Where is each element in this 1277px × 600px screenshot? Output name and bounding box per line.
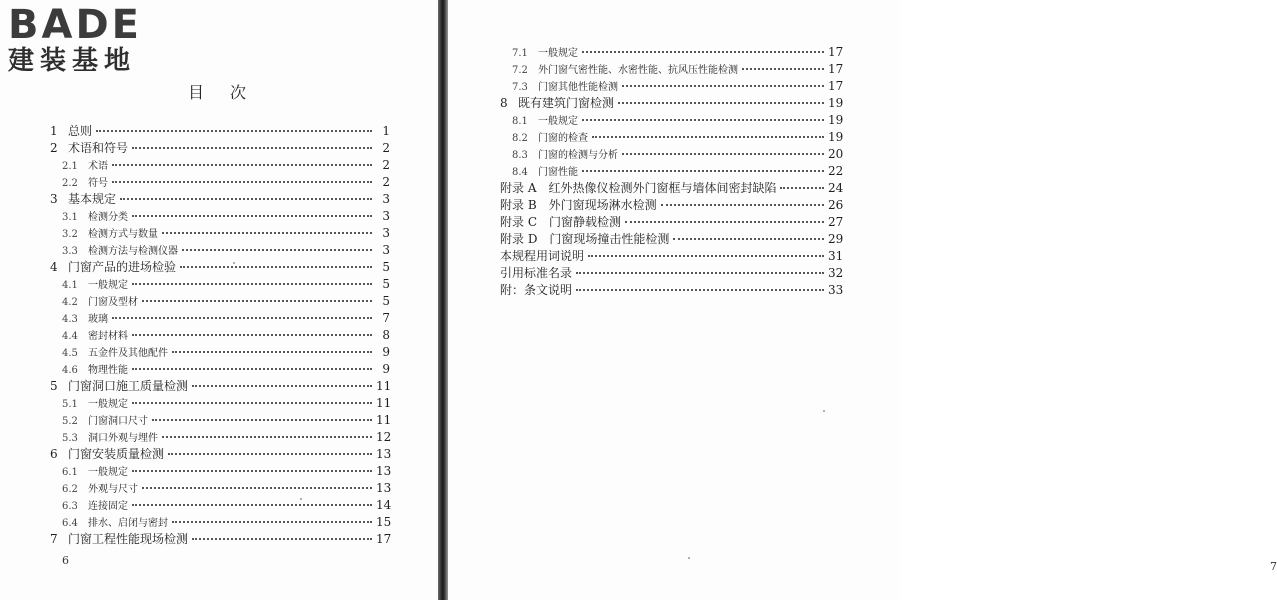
- toc-entry: [50, 242, 390, 259]
- logo-chinese-text: 建装基地: [8, 46, 137, 76]
- toc-entry-label: 总则: [68, 124, 93, 138]
- toc-entry-label: 一般规定: [88, 399, 128, 410]
- toc-entry-label: 门窗产品的进场检验: [68, 260, 177, 274]
- toc-dot-leader: [192, 385, 372, 387]
- toc-entry-label: 附录 B 外门窗现场淋水检测: [500, 198, 657, 212]
- toc-entry-number: 6.2: [62, 484, 78, 495]
- toc-entry-label: 门窗洞口尺寸: [88, 416, 148, 427]
- toc-entry-page: 7: [382, 311, 390, 325]
- toc-entry-number: 4.2: [62, 297, 78, 308]
- scan-speck: [688, 557, 690, 559]
- toc-entry-page: 5: [382, 277, 390, 291]
- toc-entry-number: 6.3: [62, 501, 78, 512]
- toc-entry: [50, 208, 390, 225]
- toc-entry-number: 7: [50, 532, 58, 546]
- toc-dot-leader: [582, 51, 824, 53]
- toc-entry-label: 一般规定: [538, 116, 578, 127]
- toc-entry-label: 附录 A 红外热像仪检测外门窗框与墙体间密封缺陷: [500, 181, 777, 195]
- toc-dot-leader: [673, 238, 824, 240]
- toc-dot-leader: [576, 272, 824, 274]
- bade-logo: [8, 4, 178, 76]
- toc-entry: [50, 480, 390, 497]
- book-spine: [438, 0, 448, 600]
- toc-entry-page: 13: [376, 464, 392, 478]
- scan-speck: [300, 498, 302, 500]
- toc-entry: [50, 157, 390, 174]
- toc-entry: [500, 231, 842, 248]
- toc-dot-leader: [142, 487, 372, 489]
- toc-entry-number: 6.4: [62, 518, 78, 529]
- toc-entry-number: 5.2: [62, 416, 78, 427]
- toc-dot-leader: [582, 119, 824, 121]
- toc-dot-leader: [661, 204, 824, 206]
- toc-entry-label: 符号: [88, 178, 108, 189]
- toc-entry-page: 26: [828, 198, 844, 212]
- page-number-left: 6: [62, 554, 69, 567]
- toc-entry-page: 19: [828, 96, 844, 110]
- toc-entry: [50, 497, 390, 514]
- toc-entry-number: 2.2: [62, 178, 78, 189]
- toc-entry: [500, 112, 842, 129]
- toc-entry-label: 外门窗气密性能、水密性能、抗风压性能检测: [538, 65, 738, 76]
- toc-dot-leader: [162, 232, 372, 234]
- toc-entry: [50, 276, 390, 293]
- toc-entry: [500, 214, 842, 231]
- toc-entry: [50, 361, 390, 378]
- toc-entry-page: 13: [376, 447, 392, 461]
- toc-entry: [50, 395, 390, 412]
- toc-dot-leader: [780, 187, 824, 189]
- toc-entry-page: 9: [382, 345, 390, 359]
- toc-entry-number: 2.1: [62, 161, 78, 172]
- toc-dot-leader: [588, 255, 824, 257]
- toc-entry: [500, 95, 842, 112]
- toc-entry-page: 15: [376, 515, 392, 529]
- toc-entry-label: 门窗其他性能检测: [538, 82, 618, 93]
- toc-entry: [500, 197, 842, 214]
- toc-entry: [50, 174, 390, 191]
- toc-dot-leader: [172, 351, 372, 353]
- toc-entry-page: 9: [382, 362, 390, 376]
- toc-entry-number: 8.2: [512, 133, 528, 144]
- toc-entry-number: 5.3: [62, 433, 78, 444]
- toc-entry-page: 12: [376, 430, 392, 444]
- toc-entry-page: 29: [828, 232, 844, 246]
- toc-entry-page: 14: [376, 498, 392, 512]
- toc-entry-number: 4.3: [62, 314, 78, 325]
- toc-entry-page: 5: [382, 260, 390, 274]
- toc-entry-label: 外观与尺寸: [88, 484, 138, 495]
- toc-entry: [50, 514, 390, 531]
- logo-wordmark: BADE: [8, 2, 142, 48]
- toc-entry-label: 门窗工程性能现场检测: [68, 532, 189, 546]
- toc-entry-label: 附录 C 门窗静载检测: [500, 215, 621, 229]
- toc-entry-number: 4.5: [62, 348, 78, 359]
- scan-speck: [823, 410, 825, 412]
- toc-entry-page: 19: [828, 113, 844, 127]
- toc-entry-label: 基本规定: [68, 192, 117, 206]
- toc-entry-number: 7.2: [512, 65, 528, 76]
- toc-list-left: [50, 123, 390, 548]
- toc-dot-leader: [120, 198, 372, 200]
- toc-entry-label: 玻璃: [88, 314, 108, 325]
- toc-entry-page: 2: [382, 141, 390, 155]
- toc-entry-number: 4: [50, 260, 58, 274]
- toc-entry-number: 1: [50, 124, 58, 138]
- toc-entry-page: 3: [382, 209, 390, 223]
- toc-dot-leader: [112, 317, 372, 319]
- toc-entry-page: 11: [376, 413, 392, 427]
- toc-entry-number: 3.3: [62, 246, 78, 257]
- toc-entry-page: 2: [382, 175, 390, 189]
- toc-entry-label: 洞口外观与埋件: [88, 433, 158, 444]
- toc-entry-label: 检测方式与数量: [88, 229, 158, 240]
- toc-entry-number: 6: [50, 447, 58, 461]
- toc-dot-leader: [132, 147, 372, 149]
- toc-entry-label: 排水、启闭与密封: [88, 518, 168, 529]
- toc-entry-page: 3: [382, 192, 390, 206]
- toc-entry: [50, 191, 390, 208]
- toc-entry: [500, 248, 842, 265]
- toc-dot-leader: [625, 221, 824, 223]
- toc-entry-number: 6.1: [62, 467, 78, 478]
- toc-dot-leader: [168, 453, 372, 455]
- toc-entry-page: 13: [376, 481, 392, 495]
- toc-entry-number: 3.1: [62, 212, 78, 223]
- toc-entry: [500, 44, 842, 61]
- toc-entry: [500, 129, 842, 146]
- toc-entry-label: 一般规定: [538, 48, 578, 59]
- toc-entry-label: 门窗及型材: [88, 297, 138, 308]
- toc-entry-page: 17: [828, 62, 844, 76]
- toc-entry-number: 7.3: [512, 82, 528, 93]
- toc-entry: [500, 265, 842, 282]
- toc-entry: [50, 429, 390, 446]
- toc-entry-page: 33: [828, 283, 844, 297]
- toc-entry-label: 门窗的检查: [538, 133, 588, 144]
- toc-entry-label: 门窗性能: [538, 167, 578, 178]
- toc-entry-page: 19: [828, 130, 844, 144]
- toc-dot-leader: [618, 102, 824, 104]
- toc-entry-number: 5: [50, 379, 58, 393]
- toc-entry-label: 物理性能: [88, 365, 128, 376]
- toc-entry-number: 2: [50, 141, 58, 155]
- toc-dot-leader: [132, 470, 372, 472]
- toc-entry: [500, 282, 842, 299]
- toc-entry: [50, 327, 390, 344]
- toc-dot-leader: [112, 181, 372, 183]
- toc-entry-label: 一般规定: [88, 280, 128, 291]
- toc-entry: [500, 61, 842, 78]
- toc-entry-label: 既有建筑门窗检测: [518, 96, 615, 110]
- toc-dot-leader: [180, 266, 372, 268]
- toc-entry-label: 附录 D 门窗现场撞击性能检测: [500, 232, 670, 246]
- toc-entry: [50, 293, 390, 310]
- toc-dot-leader: [582, 170, 824, 172]
- toc-dot-leader: [132, 283, 372, 285]
- toc-entry-label: 一般规定: [88, 467, 128, 478]
- toc-entry-label: 五金件及其他配件: [88, 348, 168, 359]
- left-page: [0, 0, 438, 600]
- toc-entry: [50, 531, 390, 548]
- toc-entry-page: 22: [828, 164, 844, 178]
- toc-entry-page: 17: [828, 45, 844, 59]
- toc-entry-label: 引用标准名录: [500, 266, 573, 280]
- toc-entry-number: 3: [50, 192, 58, 206]
- toc-entry-label: 检测方法与检测仪器: [88, 246, 178, 257]
- toc-entry-number: 4.6: [62, 365, 78, 376]
- toc-entry: [50, 259, 390, 276]
- toc-entry-number: 8.4: [512, 167, 528, 178]
- toc-dot-leader: [132, 402, 372, 404]
- toc-entry-label: 门窗的检测与分析: [538, 150, 618, 161]
- toc-entry: [500, 78, 842, 95]
- toc-entry-page: 2: [382, 158, 390, 172]
- toc-entry-page: 11: [376, 379, 392, 393]
- scan-speck: [233, 262, 235, 264]
- toc-entry: [50, 463, 390, 480]
- toc-entry: [50, 446, 390, 463]
- toc-dot-leader: [576, 289, 824, 291]
- toc-dot-leader: [132, 504, 372, 506]
- toc-dot-leader: [162, 436, 372, 438]
- toc-entry: [500, 146, 842, 163]
- toc-entry-number: 8.1: [512, 116, 528, 127]
- toc-entry: [50, 225, 390, 242]
- toc-dot-leader: [182, 249, 372, 251]
- toc-dot-leader: [742, 68, 824, 70]
- toc-entry-page: 3: [382, 243, 390, 257]
- toc-list-right: [500, 44, 842, 299]
- toc-entry: [50, 123, 390, 140]
- toc-entry-label: 术语: [88, 161, 108, 172]
- toc-entry-number: 8: [500, 96, 508, 110]
- toc-entry: [50, 140, 390, 157]
- toc-dot-leader: [172, 521, 372, 523]
- toc-dot-leader: [622, 153, 824, 155]
- toc-dot-leader: [96, 130, 372, 132]
- toc-entry-number: 5.1: [62, 399, 78, 410]
- toc-dot-leader: [192, 538, 372, 540]
- toc-entry-page: 32: [828, 266, 844, 280]
- toc-entry: [500, 180, 842, 197]
- toc-entry-number: 4.4: [62, 331, 78, 342]
- toc-entry-page: 5: [382, 294, 390, 308]
- toc-dot-leader: [112, 164, 372, 166]
- toc-entry-number: 3.2: [62, 229, 78, 240]
- toc-dot-leader: [132, 215, 372, 217]
- toc-entry-page: 17: [376, 532, 392, 546]
- toc-dot-leader: [142, 300, 372, 302]
- toc-entry: [50, 344, 390, 361]
- toc-dot-leader: [592, 136, 824, 138]
- toc-entry-number: 8.3: [512, 150, 528, 161]
- toc-entry: [50, 310, 390, 327]
- toc-dot-leader: [132, 334, 372, 336]
- toc-entry-page: 3: [382, 226, 390, 240]
- toc-entry: [50, 378, 390, 395]
- toc-dot-leader: [152, 419, 372, 421]
- toc-entry-page: 11: [376, 396, 392, 410]
- page-number-right: 7: [1270, 560, 1277, 573]
- toc-entry-number: 7.1: [512, 48, 528, 59]
- toc-entry-label: 密封材料: [88, 331, 128, 342]
- toc-entry-label: 门窗安装质量检测: [68, 447, 165, 461]
- toc-dot-leader: [132, 368, 372, 370]
- toc-entry-page: 27: [828, 215, 844, 229]
- toc-entry-label: 门窗洞口施工质量检测: [68, 379, 189, 393]
- toc-title: 目次: [188, 83, 273, 102]
- toc-entry-page: 20: [828, 147, 844, 161]
- toc-entry-label: 连接固定: [88, 501, 128, 512]
- toc-entry-page: 17: [828, 79, 844, 93]
- toc-entry-label: 术语和符号: [68, 141, 129, 155]
- toc-entry: [500, 163, 842, 180]
- toc-entry-label: 附：条文说明: [500, 283, 573, 297]
- toc-entry-number: 4.1: [62, 280, 78, 291]
- toc-entry-page: 1: [382, 124, 390, 138]
- toc-entry-label: 本规程用词说明: [500, 249, 585, 263]
- toc-entry: [50, 412, 390, 429]
- toc-entry-page: 24: [828, 181, 844, 195]
- toc-entry-page: 8: [382, 328, 390, 342]
- toc-entry-page: 31: [828, 249, 844, 263]
- toc-dot-leader: [622, 85, 824, 87]
- toc-entry-label: 检测分类: [88, 212, 128, 223]
